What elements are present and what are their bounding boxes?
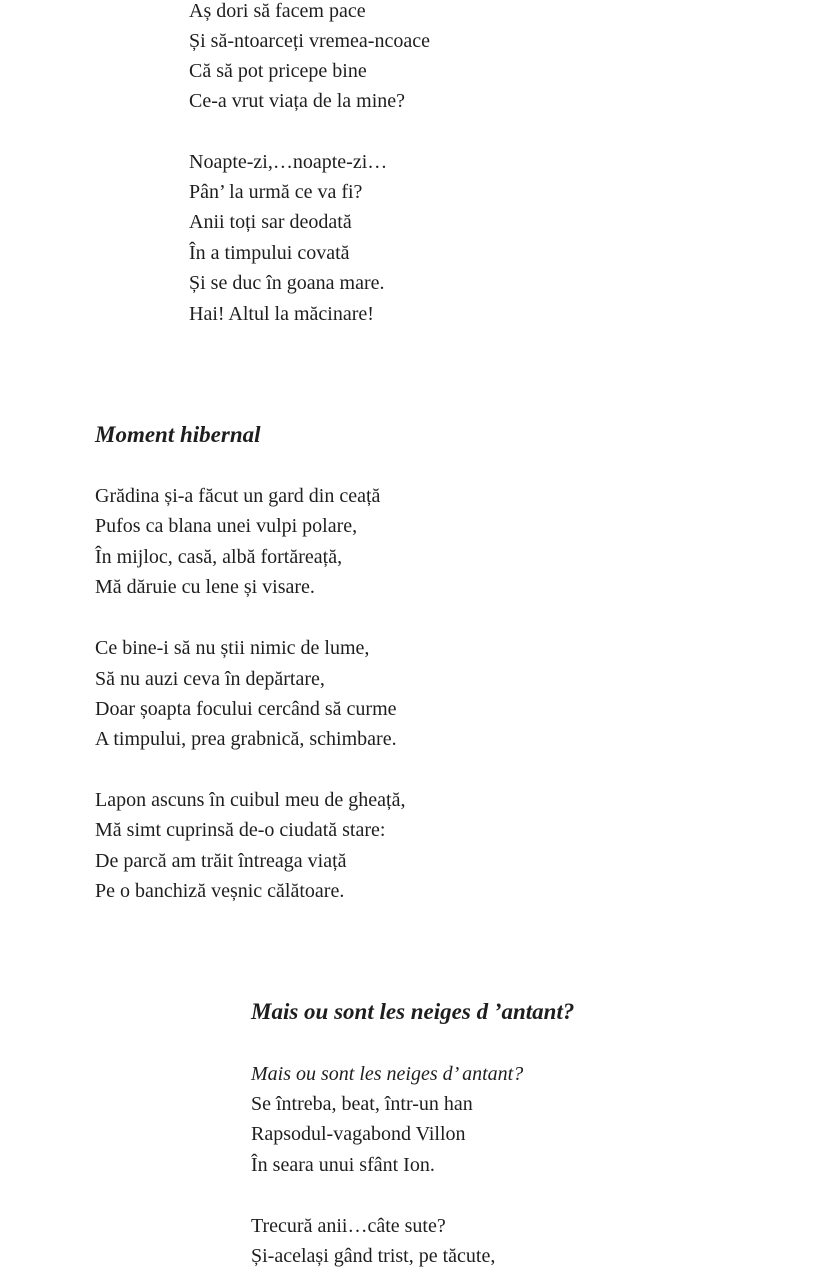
verse-line: Hai! Altul la măcinare! <box>189 303 374 325</box>
verse-line: Mă dăruie cu lene și visare. <box>95 576 315 598</box>
verse-line: Noapte-zi,…noapte-zi… <box>189 151 388 173</box>
verse-line: Să nu auzi ceva în depărtare, <box>95 668 325 690</box>
verse-line: Grădina și-a făcut un gard din ceață <box>95 485 381 507</box>
verse-line: Lapon ascuns în cuibul meu de gheață, <box>95 789 406 811</box>
verse-line: Și se duc în goana mare. <box>189 272 385 294</box>
poem-title: Moment hibernal <box>95 422 261 447</box>
verse-line: A timpului, prea grabnică, schimbare. <box>95 728 397 750</box>
verse-line: Trecură anii…câte sute? <box>251 1215 446 1237</box>
verse-line: Ce bine-i să nu știi nimic de lume, <box>95 637 370 659</box>
verse-line: Că să pot pricepe bine <box>189 60 367 82</box>
verse-line: Mais ou sont les neiges d’ antant? <box>251 1063 524 1085</box>
verse-line: Rapsodul-vagabond Villon <box>251 1123 466 1145</box>
verse-line: Doar șoapta focului cercând să curme <box>95 698 397 720</box>
verse-line: În mijloc, casă, albă fortăreață, <box>95 546 343 568</box>
verse-line: În seara unui sfânt Ion. <box>251 1154 435 1176</box>
poem-title: Mais ou sont les neiges d ’antant? <box>251 999 575 1024</box>
verse-line: Pe o banchiză veșnic călătoare. <box>95 880 345 902</box>
verse-line: Și-același gând trist, pe tăcute, <box>251 1245 496 1267</box>
verse-line: Pân’ la urmă ce va fi? <box>189 181 363 203</box>
verse-line: Mă simt cuprinsă de-o ciudată stare: <box>95 819 386 841</box>
verse-line: De parcă am trăit întreaga viață <box>95 850 347 872</box>
verse-line: Anii toți sar deodată <box>189 211 352 233</box>
verse-line: Ce-a vrut viața de la mine? <box>189 90 406 112</box>
verse-line: Pufos ca blana unei vulpi polare, <box>95 515 358 537</box>
verse-line: În a timpului covată <box>189 242 350 264</box>
verse-line: Aș dori să facem pace <box>189 0 366 22</box>
verse-line: Se întreba, beat, într-un han <box>251 1093 473 1115</box>
verse-line: Și să-ntoarceți vremea-ncoace <box>189 30 430 52</box>
